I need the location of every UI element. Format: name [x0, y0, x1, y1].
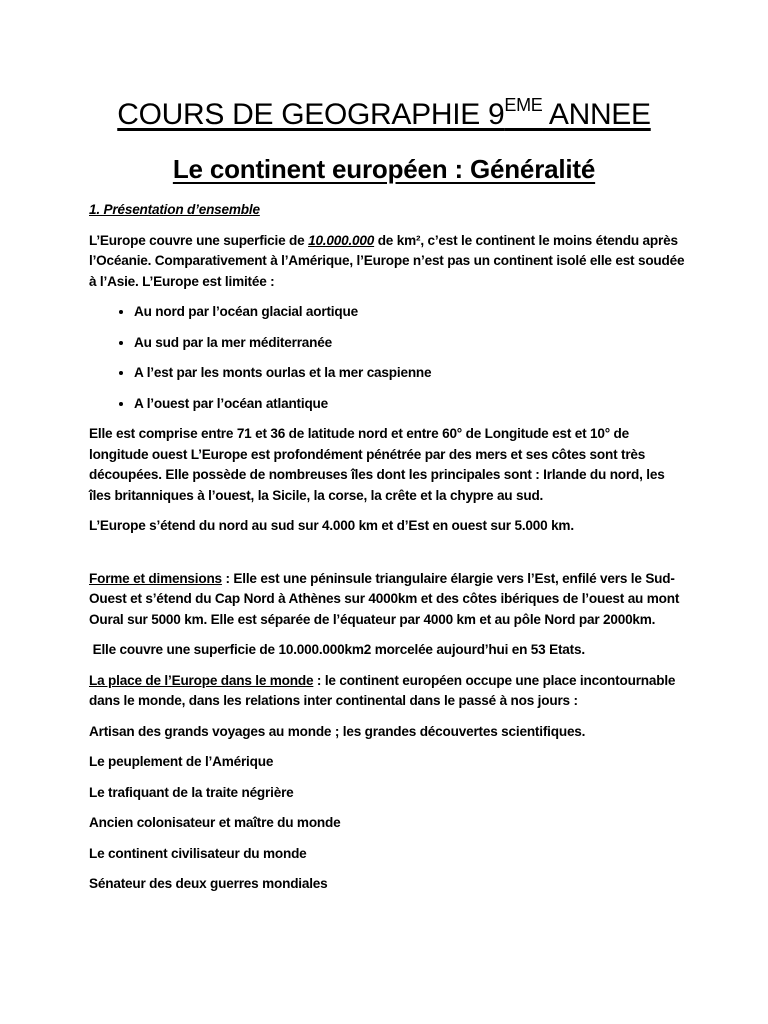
intro-text-a: L’Europe couvre une superficie de — [89, 232, 309, 248]
latitude-paragraph: Elle est comprise entre 71 et 36 de latitude nord et entre 60° de Longitude est et 10° de longitude ouest L’Europe est profondément pénétrée par des mers et ses côtes sont très découpées. Elle possède de nombreuses îles dont les principales sont : Irlande du nord, les îles britanniques à l’ouest, la Sicile, la corse, la crête et la chypre au sud. — [89, 426, 665, 503]
intro-area-value: 10.000.000 — [308, 232, 375, 248]
limits-list — [89, 302, 689, 414]
intro-paragraph — [89, 231, 689, 293]
forme-paragraph — [89, 569, 689, 631]
list-item: • A l’est par les monts ourlas et la mer caspienne — [134, 363, 689, 384]
place-item: Sénateur des deux guerres mondiales — [89, 876, 328, 891]
title-superscript: EME — [504, 95, 543, 115]
title-main: COURS DE GEOGRAPHIE 9 — [117, 98, 505, 131]
extent-paragraph: L’Europe s’étend du nord au sud sur 4.000 km et d’Est en ouest sur 5.000 km. — [89, 518, 574, 533]
place-paragraph — [89, 671, 689, 712]
place-item: Artisan des grands voyages au monde ; les grandes découvertes scientifiques. — [89, 723, 586, 739]
page-subtitle: Le continent européen : Généralité — [172, 154, 596, 184]
place-item: Ancien colonisateur et maître du monde — [89, 815, 341, 830]
place-text: : le continent européen occupe une place incontournable dans le monde, dans les relations inter continental dans le passé à nos jours : — [89, 672, 676, 708]
place-label: La place de l’Europe dans le monde — [89, 672, 314, 688]
list-item: • Au nord par l’océan glacial aortique — [134, 302, 689, 323]
spacer — [89, 547, 689, 569]
place-item: Le continent civilisateur du monde — [89, 845, 307, 861]
place-item: Le trafiquant de la traite négrière — [89, 784, 294, 800]
intro-text-b: de km², c’est le continent le moins étendu après l’Océanie. Comparativement à l’Amérique, l’Europe n’est pas un continent isolé elle est soudée à l’Asie. L’Europe est limitée : — [89, 232, 685, 289]
forme-text: : Elle est une péninsule triangulaire élargie vers l’Est, enfilé vers le Sud-Ouest et s’étend du Cap Nord à Athènes sur 4000km et des côtes ibériques de l’ouest au mont Oural sur 5000 km. Elle est séparée de l’équateur par 4000 km et au pôle Nord par 2000km. — [89, 570, 680, 627]
list-item: • A l’ouest par l’océan atlantique — [134, 394, 689, 415]
document-body — [89, 200, 689, 905]
surface-paragraph: Elle couvre une superficie de 10.000.000km2 morcelée aujourd’hui en 53 Etats. — [89, 642, 585, 657]
page-title — [0, 95, 768, 135]
forme-label: Forme et dimensions — [89, 570, 222, 586]
section-heading-presentation: 1. Présentation d’ensemble — [89, 202, 260, 217]
title-tail: ANNEE — [542, 98, 651, 131]
list-item: • Au sud par la mer méditerranée — [134, 333, 689, 354]
place-item: Le peuplement de l’Amérique — [89, 754, 274, 769]
